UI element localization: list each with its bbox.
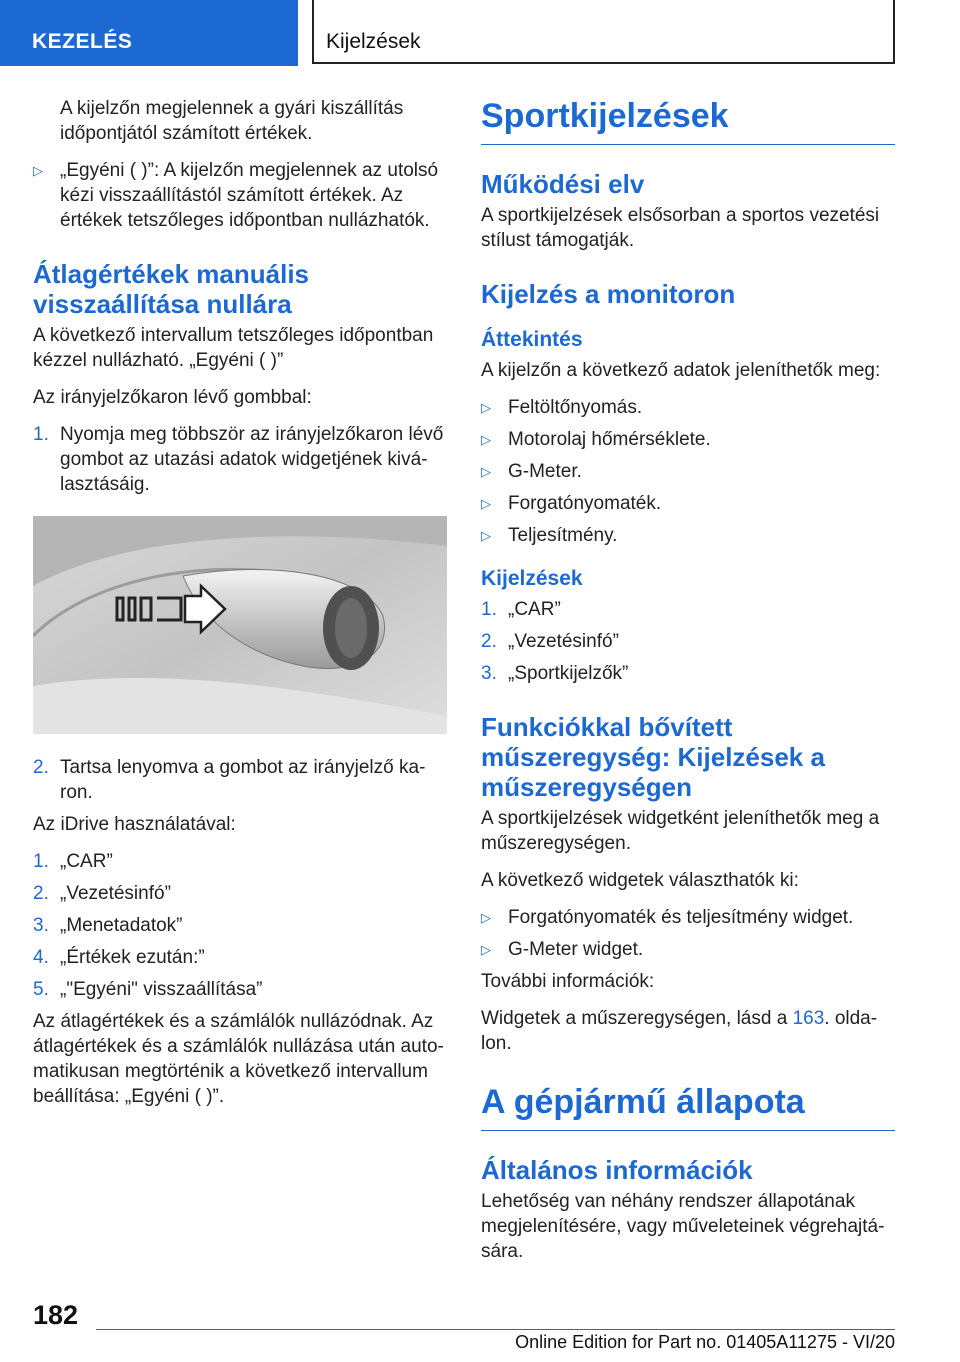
- menu-path-text: „"Egyéni" visszaállítása”: [60, 979, 263, 1000]
- list-item-text: Forgatónyomaték és teljesítmény widget.: [508, 907, 854, 928]
- section-heading: Átlagértékek manuális visszaállítása nullára: [33, 259, 310, 319]
- paragraph: A sportkijelzések elsősorban a sportos vezetési stílust támogatják.: [481, 205, 880, 251]
- step-number: 2.: [481, 631, 497, 652]
- chapter-heading-vehicle-status: A gépjármű állapota: [481, 1082, 895, 1131]
- footer-divider: [96, 1329, 895, 1330]
- paragraph: Lehetőség van néhány rendszer állapotának megjelenítésére, vagy műveleteinek végrehajtására.: [481, 1191, 885, 1262]
- menu-path-text: „Menetadatok”: [60, 915, 183, 936]
- section-heading: Funkciókkal bővített műszeregység: Kijelzések a műszeregységen: [481, 712, 825, 802]
- page-number: 182: [33, 1300, 79, 1330]
- triangle-right-icon: ▷: [481, 910, 491, 925]
- step-item: [33, 422, 447, 497]
- chapter-header: [312, 0, 895, 64]
- page-link[interactable]: 163: [792, 1008, 825, 1029]
- list-item-text: „Egyéni ( )”: A kijelzőn megjelennek az utolsó kézi visszaállítástól számított értékek. Az értékek tetszőleges időpontban nullázhatók.: [60, 160, 439, 231]
- cross-reference: [481, 1006, 895, 1056]
- subsection-heading: Áttekintés: [481, 328, 583, 351]
- menu-path-item: [33, 913, 447, 938]
- menu-path-text: „Értékek ezután:”: [60, 947, 205, 968]
- paragraph: A kijelzőn a következő adatok jeleníthetők meg:: [481, 360, 881, 381]
- paragraph: Az irányjelzőkaron lévő gombbal:: [33, 387, 312, 408]
- left-column: [33, 96, 447, 1121]
- list-item: [481, 523, 895, 548]
- footer-edition: Online Edition for Part no. 01405A11275 - VI/20: [515, 1332, 895, 1352]
- step-item: [33, 755, 447, 805]
- right-column: [481, 96, 895, 1276]
- section-tab[interactable]: [0, 0, 298, 66]
- list-item: [481, 937, 895, 962]
- step-number: 3.: [481, 663, 497, 684]
- section-title: KEZELÉS: [32, 30, 133, 53]
- cross-reference-suffix: . oldalon.: [481, 1008, 878, 1054]
- menu-path-text: „Vezetésinfó”: [508, 631, 619, 652]
- list-item: [481, 427, 895, 452]
- paragraph: A következő intervallum tetszőleges időpontban kézzel nullázható. „Egyéni ( )”: [33, 325, 434, 371]
- step-text: Nyomja meg többször az irányjelzőkaron lévő gombot az utazási adatok widgetjének kiválasztásáig.: [60, 424, 444, 495]
- triangle-right-icon: ▷: [33, 163, 43, 178]
- triangle-right-icon: ▷: [481, 528, 491, 543]
- triangle-right-icon: ▷: [481, 432, 491, 447]
- turn-signal-lever-illustration: [33, 516, 447, 734]
- step-number: 2.: [33, 883, 49, 904]
- triangle-right-icon: ▷: [481, 496, 491, 511]
- section-heading: Általános információk: [481, 1155, 753, 1185]
- cross-reference-text: Widgetek a műszeregységen, lásd a: [481, 1008, 793, 1029]
- chapter-title: Kijelzések: [326, 30, 421, 53]
- chapter-heading-sport: Sportkijelzések: [481, 96, 895, 145]
- menu-path-text: „CAR”: [508, 599, 561, 620]
- subsection-heading: Kijelzések: [481, 567, 583, 590]
- list-item-text: G-Meter.: [508, 461, 582, 482]
- section-heading: Kijelzés a monitoron: [481, 279, 736, 309]
- intro-text: A kijelzőn megjelennek a gyári kiszállítás időpontjától számított értékek.: [60, 98, 404, 144]
- paragraph: A sportkijelzések widgetként jeleníthetők meg a műszeregységen.: [481, 808, 880, 854]
- list-item-text: Motorolaj hőmérséklete.: [508, 429, 711, 450]
- step-number: 5.: [33, 979, 49, 1000]
- step-number: 4.: [33, 947, 49, 968]
- menu-path-item: [33, 945, 447, 970]
- triangle-right-icon: ▷: [481, 464, 491, 479]
- list-item-text: Feltöltőnyomás.: [508, 397, 643, 418]
- triangle-right-icon: ▷: [481, 400, 491, 415]
- menu-path-item: [33, 849, 447, 874]
- list-item: [481, 395, 895, 420]
- menu-path-item: [33, 881, 447, 906]
- list-item-text: Teljesítmény.: [508, 525, 618, 546]
- menu-path-text: „Vezetésinfó”: [60, 883, 171, 904]
- triangle-right-icon: ▷: [481, 942, 491, 957]
- step-number: 1.: [33, 424, 49, 445]
- list-item-text: G-Meter widget.: [508, 939, 644, 960]
- list-item-text: Forgatónyomaték.: [508, 493, 662, 514]
- paragraph: A következő widgetek választhatók ki:: [481, 870, 799, 891]
- paragraph: Az iDrive használatával:: [33, 814, 236, 835]
- step-text: Tartsa lenyomva a gombot az irányjelző karon.: [60, 757, 426, 803]
- menu-path-item: [33, 977, 447, 1002]
- list-item: [481, 459, 895, 484]
- list-item: [481, 905, 895, 930]
- menu-path-item: [481, 661, 895, 686]
- step-number: 1.: [481, 599, 497, 620]
- menu-path-item: [481, 629, 895, 654]
- paragraph: Az átlagértékek és a számlálók nullázódnak. Az átlagértékek és a számlálók nullázása után automatikusan megtörténik a következő intervallum beállítása: „Egyéni ( )”.: [33, 1011, 444, 1107]
- step-number: 2.: [33, 757, 49, 778]
- section-heading: Működési elv: [481, 169, 645, 199]
- menu-path-text: „Sportkijelzők”: [508, 663, 629, 684]
- paragraph: További információk:: [481, 971, 655, 992]
- menu-path-text: „CAR”: [60, 851, 113, 872]
- step-number: 1.: [33, 851, 49, 872]
- step-number: 3.: [33, 915, 49, 936]
- list-item: [33, 158, 447, 233]
- list-item: [481, 491, 895, 516]
- menu-path-item: [481, 597, 895, 622]
